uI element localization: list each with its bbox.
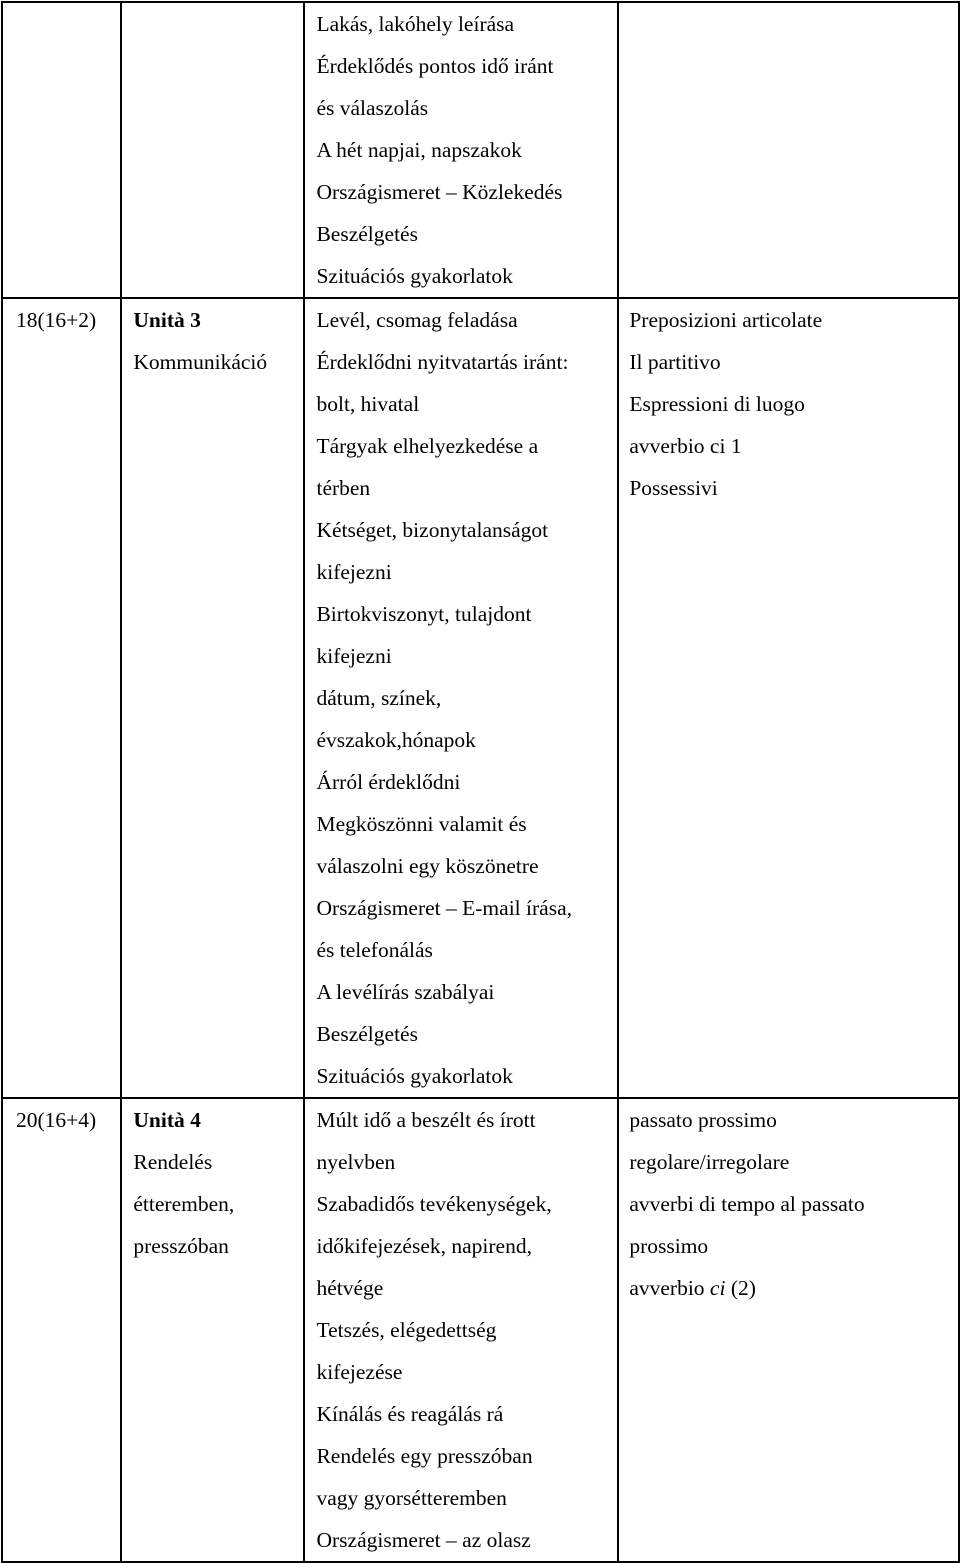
communication-line: Szituációs gyakorlatok <box>316 1064 513 1088</box>
communication-line: Rendelés egy presszóban <box>316 1444 533 1468</box>
unit-subtitle: étteremben, <box>133 1192 235 1216</box>
curriculum-table <box>1 1 960 1563</box>
communication-line: kifejezni <box>316 644 392 668</box>
communication-line: kifejezni <box>316 560 392 584</box>
hours-cell <box>2 298 121 1098</box>
unit-subtitle: presszóban <box>133 1234 229 1258</box>
hours-cell <box>2 1098 121 1562</box>
communication-line: Beszélgetés <box>316 1022 418 1046</box>
table-row <box>2 298 959 1098</box>
communication-line: nyelvben <box>316 1150 396 1174</box>
hours-cell <box>2 2 121 298</box>
hours-label: 18(16+2) <box>16 308 97 332</box>
communication-line: A hét napjai, napszakok <box>316 138 522 162</box>
unit-cell <box>121 298 304 1098</box>
communication-line: és válaszolás <box>316 96 429 120</box>
communication-cell <box>304 2 618 298</box>
grammar-cell <box>618 2 959 298</box>
communication-line: Szabadidős tevékenységek, <box>316 1192 552 1216</box>
communication-line: Országismeret – az olasz <box>316 1528 531 1552</box>
table-row <box>2 2 959 298</box>
grammar-italic: ci <box>709 1276 726 1300</box>
unit-cell <box>121 2 304 298</box>
communication-cell <box>304 298 618 1098</box>
communication-line: A levélírás szabályai <box>316 980 495 1004</box>
communication-line: dátum, színek, <box>316 686 442 710</box>
grammar-suffix: (2) <box>725 1276 756 1300</box>
unit-title: Unità 3 <box>133 308 201 332</box>
unit-cell <box>121 1098 304 1562</box>
communication-line: kifejezése <box>316 1360 403 1384</box>
grammar-line: Preposizioni articolate <box>629 308 823 332</box>
communication-line: vagy gyorsétteremben <box>316 1486 507 1510</box>
table-row <box>2 1098 959 1562</box>
unit-subtitle: Kommunikáció <box>133 350 268 374</box>
grammar-line: Possessivi <box>629 476 718 500</box>
communication-line: bolt, hivatal <box>316 392 420 416</box>
grammar-line: Il partitivo <box>629 350 721 374</box>
communication-line: Tárgyak elhelyezkedése a <box>316 434 539 458</box>
grammar-line: avverbio ci 1 <box>629 434 742 458</box>
communication-line: Országismeret – E-mail írása, <box>316 896 572 920</box>
communication-line: Országismeret – Közlekedés <box>316 180 563 204</box>
communication-line: Birtokviszonyt, tulajdont <box>316 602 532 626</box>
grammar-line: regolare/irregolare <box>629 1150 790 1174</box>
communication-line: Kínálás és reagálás rá <box>316 1402 504 1426</box>
communication-line: Tetszés, elégedettség <box>316 1318 497 1342</box>
communication-line: Kétséget, bizonytalanságot <box>316 518 549 542</box>
communication-line: Árról érdeklődni <box>316 770 461 794</box>
communication-line: időkifejezések, napirend, <box>316 1234 532 1258</box>
grammar-prefix: avverbio <box>629 1276 710 1300</box>
communication-line: Lakás, lakóhely leírása <box>316 12 515 36</box>
communication-line: Múlt idő a beszélt és írott <box>316 1108 536 1132</box>
grammar-line <box>619 1267 958 1309</box>
communication-line: Érdeklődés pontos idő iránt <box>316 54 554 78</box>
communication-line: évszakok,hónapok <box>316 728 476 752</box>
communication-line: válaszolni egy köszönetre <box>316 854 539 878</box>
grammar-line: Espressioni di luogo <box>629 392 805 416</box>
communication-line: Megköszönni valamit és <box>316 812 527 836</box>
communication-line: Levél, csomag feladása <box>316 308 518 332</box>
communication-line: Érdeklődni nyitvatartás iránt: <box>316 350 569 374</box>
grammar-line: prossimo <box>629 1234 709 1258</box>
hours-label: 20(16+4) <box>16 1108 97 1132</box>
communication-line: térben <box>316 476 371 500</box>
unit-title: Unità 4 <box>133 1108 201 1132</box>
communication-line: hétvége <box>316 1276 384 1300</box>
grammar-line: passato prossimo <box>629 1108 777 1132</box>
grammar-line: avverbi di tempo al passato <box>629 1192 865 1216</box>
communication-cell <box>304 1098 618 1562</box>
communication-line: Szituációs gyakorlatok <box>316 264 513 288</box>
grammar-cell <box>618 1098 959 1562</box>
communication-line: Beszélgetés <box>316 222 418 246</box>
grammar-cell <box>618 298 959 1098</box>
unit-subtitle: Rendelés <box>133 1150 213 1174</box>
communication-line: és telefonálás <box>316 938 433 962</box>
